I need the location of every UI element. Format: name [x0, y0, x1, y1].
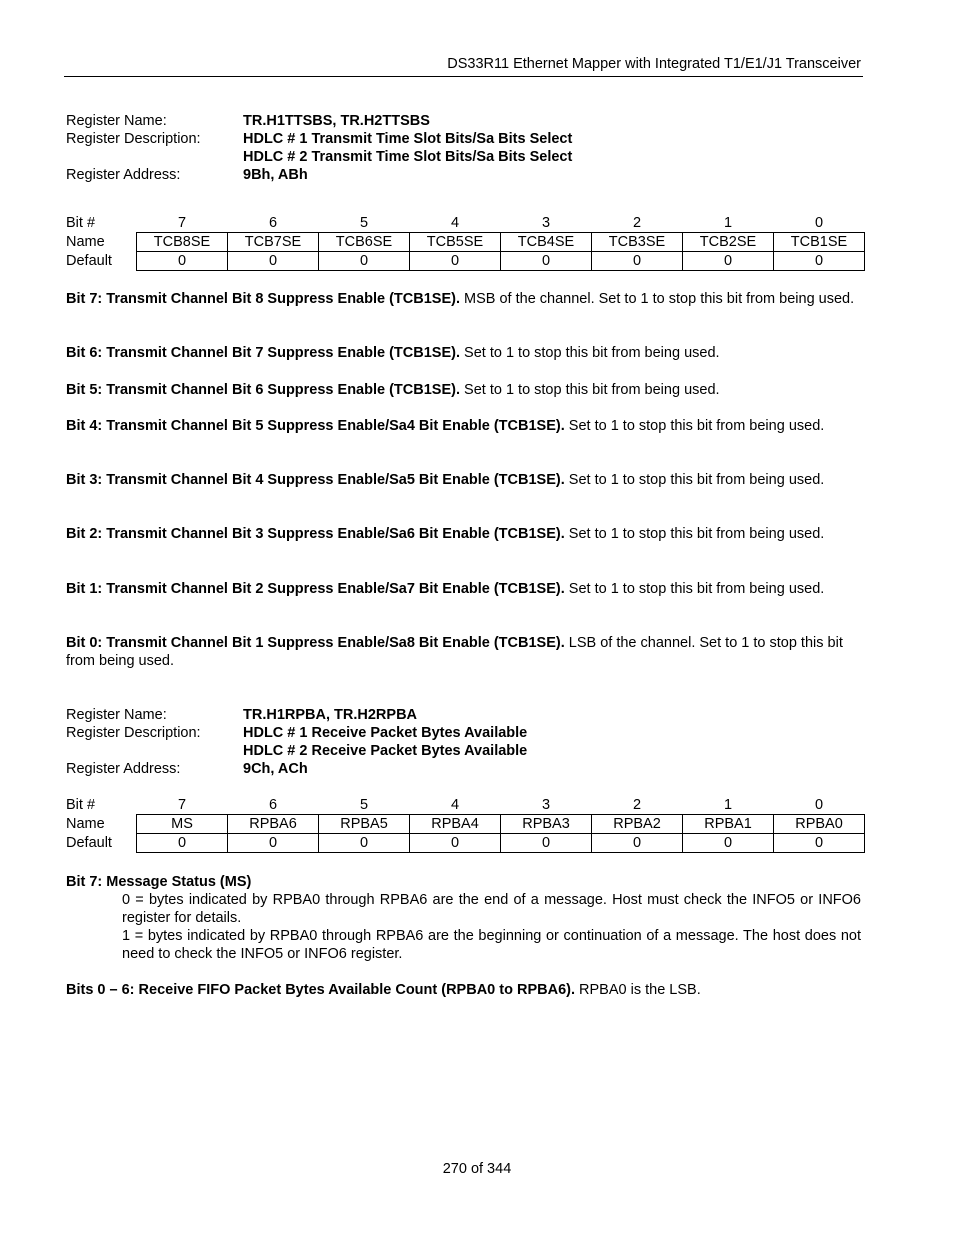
bit-default-cell: 0	[683, 252, 774, 271]
bit-number: 7	[177, 797, 187, 813]
register2-info	[66, 706, 527, 778]
page-number: 270 of 344	[442, 1161, 512, 1177]
register-name-label: Register Name:	[66, 113, 167, 129]
bit-name-cell: RPBA0	[774, 815, 865, 834]
bit-name-cell: TCB4SE	[501, 233, 592, 252]
bit-name-cell: RPBA2	[592, 815, 683, 834]
bit-description-title: Bit 6: Transmit Channel Bit 7 Suppress Enable (TCB1SE).	[66, 345, 460, 361]
bit-number: 6	[268, 797, 278, 813]
register-description-label: Register Description:	[66, 725, 201, 741]
bit-default-cell: 0	[501, 834, 592, 853]
bit-default-label: Default	[66, 835, 112, 851]
bit-description-title: Bits 0 – 6: Receive FIFO Packet Bytes Available Count (RPBA0 to RPBA6).	[66, 982, 575, 998]
bit-number: 5	[359, 215, 369, 231]
bit-default-cell: 0	[592, 252, 683, 271]
bit-number-label: Bit #	[66, 797, 96, 814]
bit-description-text: RPBA0 is the LSB.	[575, 982, 701, 998]
bit-default-row	[64, 834, 865, 853]
bit7-description	[66, 290, 862, 308]
bit-name-cell: TCB1SE	[774, 233, 865, 252]
bit-description-title: Bit 0: Transmit Channel Bit 1 Suppress Enable/Sa8 Bit Enable (TCB1SE).	[66, 635, 565, 651]
bit-default-cell: 0	[501, 252, 592, 271]
bit-number: 3	[541, 797, 551, 813]
bit-description-title: Bit 5: Transmit Channel Bit 6 Suppress Enable (TCB1SE).	[66, 382, 460, 398]
bit-default-cell: 0	[774, 252, 865, 271]
document-header-title: DS33R11 Ethernet Mapper with Integrated T1/E1/J1 Transceiver	[447, 56, 861, 72]
bit-number: 5	[359, 797, 369, 813]
register-address-label: Register Address:	[66, 167, 181, 183]
ms-bit-title	[66, 873, 862, 891]
bit-name-cell: TCB7SE	[228, 233, 319, 252]
header-divider	[64, 76, 863, 77]
bit-default-cell: 0	[319, 834, 410, 853]
bit-number-label: Bit #	[66, 215, 96, 232]
bit-number: 2	[632, 797, 642, 813]
bit1-description	[66, 580, 862, 598]
bit-number: 2	[632, 215, 642, 231]
bit4-description	[66, 417, 862, 435]
bit-name-row	[64, 233, 865, 252]
register1-description-2: HDLC # 2 Transmit Time Slot Bits/Sa Bits Select	[243, 149, 573, 165]
bit-number: 4	[450, 797, 460, 813]
register1-bit-table	[64, 214, 865, 271]
bit-name-cell: RPBA6	[228, 815, 319, 834]
bit-name-cell: TCB5SE	[410, 233, 501, 252]
register1-name: TR.H1TTSBS, TR.H2TTSBS	[243, 113, 430, 129]
bit-name-cell: RPBA3	[501, 815, 592, 834]
bit-description-text: Set to 1 to stop this bit from being used.	[460, 382, 720, 398]
bit5-description	[66, 381, 862, 399]
bit3-description	[66, 471, 862, 489]
bit-description-text: MSB of the channel. Set to 1 to stop this bit from being used.	[460, 291, 855, 307]
bits0-6-description	[66, 981, 862, 999]
bit-name-cell: RPBA1	[683, 815, 774, 834]
bit-default-row	[64, 252, 865, 271]
bit-name-cell: TCB2SE	[683, 233, 774, 252]
bit2-description	[66, 525, 862, 543]
bit-description-title: Bit 7: Transmit Channel Bit 8 Suppress Enable (TCB1SE).	[66, 291, 460, 307]
bit-number: 4	[450, 215, 460, 231]
bit-default-label: Default	[66, 253, 112, 269]
bit-name-cell: TCB8SE	[137, 233, 228, 252]
bit-description-text: Set to 1 to stop this bit from being used.	[564, 418, 825, 434]
bit-number-row	[64, 796, 865, 815]
bit-name-label: Name	[66, 234, 105, 250]
bit0-description	[66, 634, 862, 670]
bit-name-cell: TCB3SE	[592, 233, 683, 252]
register1-info	[66, 112, 572, 184]
bit-default-cell: 0	[410, 834, 501, 853]
bit-default-cell: 0	[592, 834, 683, 853]
bit-default-cell: 0	[774, 834, 865, 853]
bit-default-cell: 0	[683, 834, 774, 853]
bit-description-text: Set to 1 to stop this bit from being used.	[564, 526, 825, 542]
bit-name-row	[64, 815, 865, 834]
bit-description-text: Set to 1 to stop this bit from being used.	[564, 581, 825, 597]
bit-description-title: Bit 4: Transmit Channel Bit 5 Suppress Enable/Sa4 Bit Enable (TCB1SE).	[66, 418, 565, 434]
bit-number: 1	[723, 215, 733, 231]
bit-default-cell: 0	[410, 252, 501, 271]
bit-number: 3	[541, 215, 551, 231]
bit-number: 7	[177, 215, 187, 231]
bit-name-cell: MS	[137, 815, 228, 834]
bit-default-cell: 0	[228, 834, 319, 853]
bit-name-cell: RPBA4	[410, 815, 501, 834]
register1-address: 9Bh, ABh	[243, 167, 308, 183]
register2-description-1: HDLC # 1 Receive Packet Bytes Available	[243, 725, 528, 741]
bit-description-title: Bit 7: Message Status (MS)	[66, 874, 252, 890]
bit-default-cell: 0	[319, 252, 410, 271]
bit-number-row	[64, 214, 865, 233]
bit-number: 1	[723, 797, 733, 813]
bit-name-cell: RPBA5	[319, 815, 410, 834]
register2-bit-table	[64, 796, 865, 853]
bit-default-cell: 0	[228, 252, 319, 271]
bit-description-title: Bit 2: Transmit Channel Bit 3 Suppress Enable/Sa6 Bit Enable (TCB1SE).	[66, 526, 565, 542]
register2-address: 9Ch, ACh	[243, 761, 308, 777]
bit-description-text: Set to 1 to stop this bit from being used.	[564, 472, 825, 488]
bit-name-cell: TCB6SE	[319, 233, 410, 252]
bit-default-cell: 0	[137, 834, 228, 853]
bit-name-label: Name	[66, 816, 105, 832]
register-address-label: Register Address:	[66, 761, 181, 777]
register-description-label: Register Description:	[66, 131, 201, 147]
ms-value-0-description: 0 = bytes indicated by RPBA0 through RPBA6 are the end of a message. Host must check the INFO5 or INFO6 register for details.	[122, 892, 861, 926]
bit-description-title: Bit 1: Transmit Channel Bit 2 Suppress Enable/Sa7 Bit Enable (TCB1SE).	[66, 581, 565, 597]
bit6-description	[66, 344, 862, 362]
bit-number: 6	[268, 215, 278, 231]
bit-description-text: Set to 1 to stop this bit from being used.	[460, 345, 720, 361]
ms-value-1-description: 1 = bytes indicated by RPBA0 through RPBA6 are the beginning or continuation of a message. The host does not need to check the INFO5 or INFO6 register.	[122, 928, 861, 962]
register1-description-1: HDLC # 1 Transmit Time Slot Bits/Sa Bits Select	[243, 131, 573, 147]
register2-name: TR.H1RPBA, TR.H2RPBA	[243, 707, 418, 723]
bit-number: 0	[814, 797, 824, 813]
bit-number: 0	[814, 215, 824, 231]
bit-description-title: Bit 3: Transmit Channel Bit 4 Suppress Enable/Sa5 Bit Enable (TCB1SE).	[66, 472, 565, 488]
register-name-label: Register Name:	[66, 707, 167, 723]
register2-description-2: HDLC # 2 Receive Packet Bytes Available	[243, 743, 528, 759]
bit-default-cell: 0	[137, 252, 228, 271]
bit-description-text: LSB of the channel. Set to 1 to stop this bit from being used.	[66, 635, 843, 669]
